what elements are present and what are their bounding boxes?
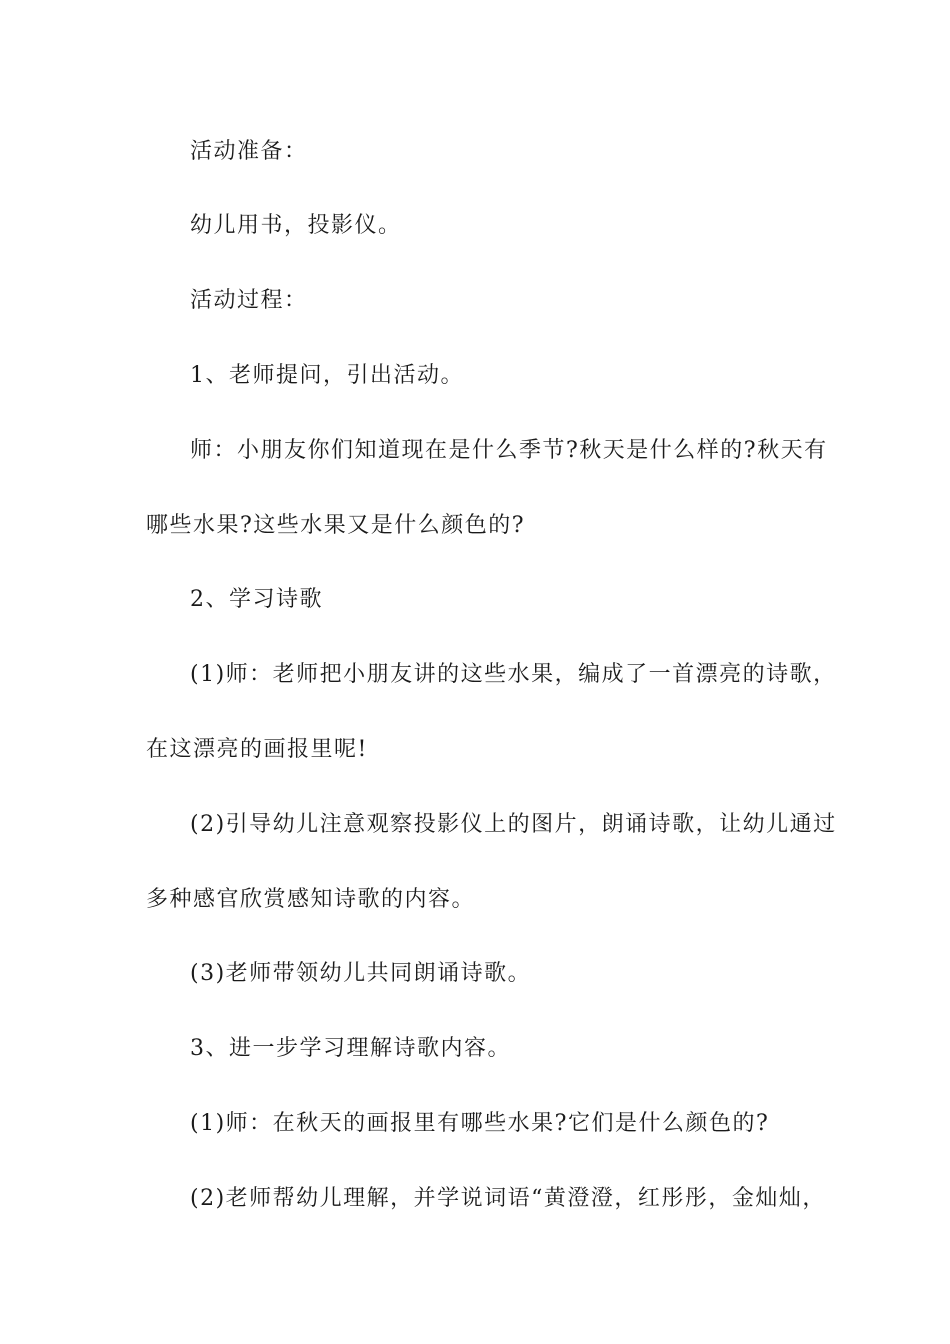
paragraph-line: (1)师：老师把小朋友讲的这些水果，编成了一首漂亮的诗歌， [190,662,837,687]
paragraph-line: (2)老师帮幼儿理解，并学说词语“黄澄澄，红彤彤，金灿灿， [190,1186,826,1211]
paragraph-line: (3)老师带领幼儿共同朗诵诗歌。 [190,961,532,986]
step-heading: 3、进一步学习理解诗歌内容。 [190,1036,511,1061]
paragraph-line: 哪些水果?这些水果又是什么颜色的? [146,513,526,538]
paragraph-line: 幼儿用书，投影仪。 [190,213,402,238]
paragraph-line: (1)师：在秋天的画报里有哪些水果?它们是什么颜色的? [190,1111,770,1136]
paragraph-line: 多种感官欣赏感知诗歌的内容。 [146,887,476,912]
section-heading-preparation: 活动准备： [190,139,308,164]
step-heading: 1、老师提问，引出活动。 [190,363,464,388]
step-heading: 2、学习诗歌 [190,587,323,612]
section-heading-process: 活动过程： [190,288,308,313]
paragraph-line: (2)引导幼儿注意观察投影仪上的图片，朗诵诗歌，让幼儿通过 [190,812,837,837]
paragraph-line: 师：小朋友你们知道现在是什么季节?秋天是什么样的?秋天有 [190,438,828,463]
paragraph-line: 在这漂亮的画报里呢! [146,737,368,762]
